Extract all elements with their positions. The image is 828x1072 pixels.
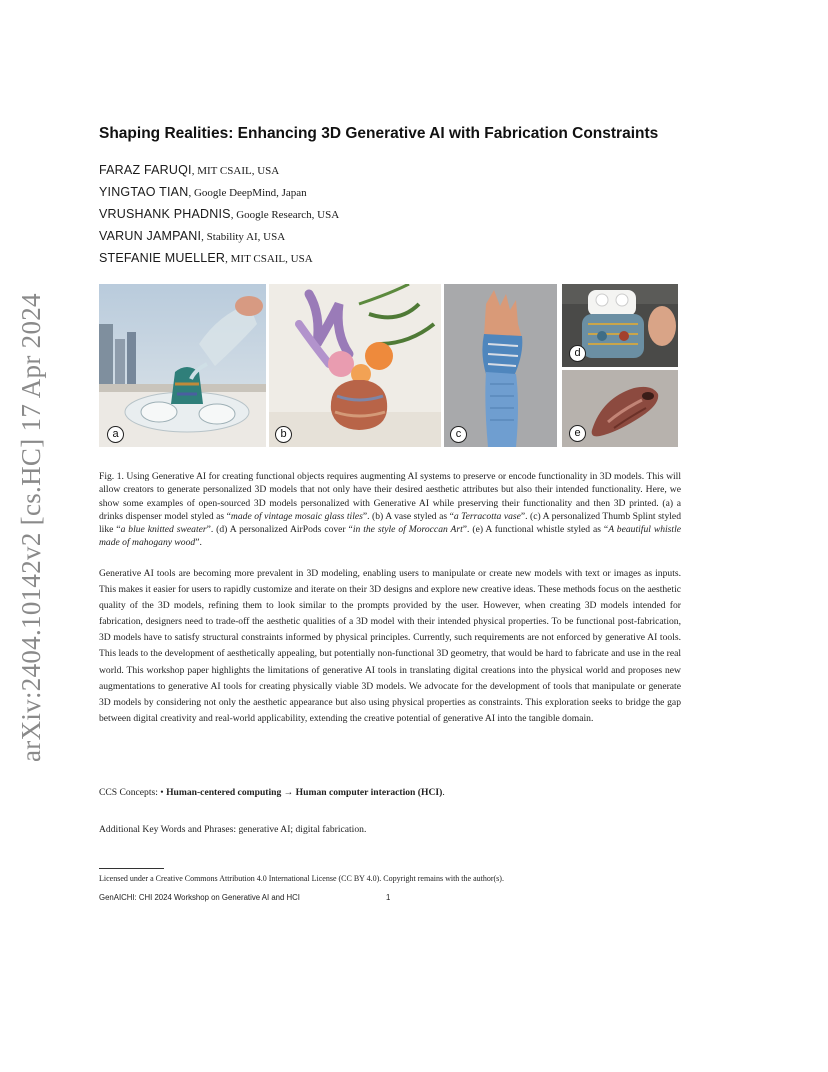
figure-panel-b-vase-photo bbox=[269, 284, 441, 447]
ccs-end: . bbox=[442, 787, 445, 798]
author-entry bbox=[99, 227, 339, 249]
arxiv-identifier: arXiv:2404.10142v2 [cs.HC] 17 Apr 2024 bbox=[16, 293, 46, 762]
caption-text: ”. (b) A vase styled as “ bbox=[362, 510, 454, 522]
caption-quote: A beautiful whistle made of mahogany wood bbox=[99, 524, 682, 549]
footer-venue: GenAICHI: CHI 2024 Workshop on Generative AI and HCI bbox=[99, 893, 300, 902]
ccs-label: CCS Concepts: • bbox=[99, 787, 167, 798]
abstract-paragraph: Generative AI tools are becoming more prevalent in 3D modeling, enabling users to manipulate or create new models with text or images as inputs. This makes it easier for users to rapidly customize and iterate on their 3D designs and explore new creative ideas. These methods focus on the aesthetic quality of the 3D models, refining them to look similar to the prompts provided by the user. However, when creating 3D models intended for fabrication, designers need to trade-off the aesthetic qualities of a 3D model with their intended physical properties. To be functional post-fabrication, 3D models have to satisfy structural constraints informed by physical principles. Currently, such requirements are not enforced by generative AI tools. This leads to the development of aesthetically appealing, but potentially non-functional 3D geometry, that would be hard to fabricate and use in the real world. This workshop paper highlights the limitations of generative AI tools in translating digital creations into the physical world and proposes new augmentations to generative AI tools for creating physically viable 3D models. We advocate for the development of tools that manipulate or generate 3D models by considering not only the aesthetic appearance but also using physical properties as constraints. This exploration seeks to bridge the gap between digital creativity and real-world applicability, extending the creative potential of generative AI into the tangible domain. bbox=[99, 568, 681, 724]
panel-label-d: d bbox=[569, 345, 586, 362]
caption-text: ”. (e) A functional whistle styled as “ bbox=[462, 524, 609, 536]
caption-text: Fig. 1. Using Generative AI for creating functional objects requires augmenting AI systems to preserve or encode functionality in 3D models. This will allow creators to generate personalized 3D models that not only have their desired aesthetic attributes but also their intended functionality. Here, we show some examples of open-sourced 3D models personalized with Generative AI while preserving their functionality and then 3D printed. (a) a drinks dispenser model styled as “ bbox=[99, 471, 681, 522]
page-number: 1 bbox=[386, 893, 391, 902]
ccs-concept: Human-centered computing → Human computer interaction (HCI) bbox=[166, 787, 443, 798]
author-list bbox=[99, 161, 339, 271]
caption-text: ”. bbox=[195, 537, 202, 549]
paper-title: Shaping Realities: Enhancing 3D Generative AI with Fabrication Constraints bbox=[99, 125, 659, 142]
author-name: YINGTAO TIAN bbox=[99, 185, 189, 199]
author-name: STEFANIE MUELLER bbox=[99, 251, 226, 265]
figure-caption bbox=[99, 470, 681, 550]
author-affiliation: , Google Research, USA bbox=[230, 209, 340, 221]
ccs-concepts bbox=[99, 787, 445, 798]
panel-label-b: b bbox=[275, 426, 292, 443]
caption-text: ”. (c) A personalized Thumb Splint styled like “ bbox=[99, 510, 681, 536]
panel-label-a: a bbox=[107, 426, 124, 443]
author-entry bbox=[99, 161, 339, 183]
caption-quote: a Terracotta vase bbox=[453, 510, 521, 522]
caption-quote: a blue knitted sweater bbox=[120, 524, 207, 536]
panel-label-e: e bbox=[569, 425, 586, 442]
caption-quote: made of vintage mosaic glass tiles bbox=[230, 510, 363, 522]
author-affiliation: , MIT CSAIL, USA bbox=[225, 253, 313, 265]
author-affiliation: , Google DeepMind, Japan bbox=[188, 187, 307, 199]
figure-panel-c-splint-photo bbox=[444, 284, 557, 447]
author-name: FARAZ FARUQI bbox=[99, 163, 192, 177]
author-entry bbox=[99, 249, 339, 271]
caption-quote: in the style of Moroccan Art bbox=[352, 524, 463, 536]
author-affiliation: , Stability AI, USA bbox=[201, 231, 286, 243]
footnote-divider bbox=[99, 868, 164, 869]
author-affiliation: , MIT CSAIL, USA bbox=[191, 165, 280, 177]
figure-panel-e-whistle-photo bbox=[562, 370, 678, 447]
figure-panel-d-airpods-photo bbox=[562, 284, 678, 367]
author-name: VARUN JAMPANI bbox=[99, 229, 202, 243]
author-entry bbox=[99, 205, 339, 227]
keywords: Additional Key Words and Phrases: generative AI; digital fabrication. bbox=[99, 824, 367, 835]
panel-label-c: c bbox=[450, 426, 467, 443]
caption-text: ”. (d) A personalized AirPods cover “ bbox=[206, 524, 353, 536]
author-entry bbox=[99, 183, 339, 205]
author-name: VRUSHANK PHADNIS bbox=[99, 207, 231, 221]
license-footnote: Licensed under a Creative Commons Attribution 4.0 International License (CC BY 4.0). Copyright remains with the author(s). bbox=[99, 874, 504, 883]
figure-panel-a-dispenser-photo bbox=[99, 284, 266, 447]
